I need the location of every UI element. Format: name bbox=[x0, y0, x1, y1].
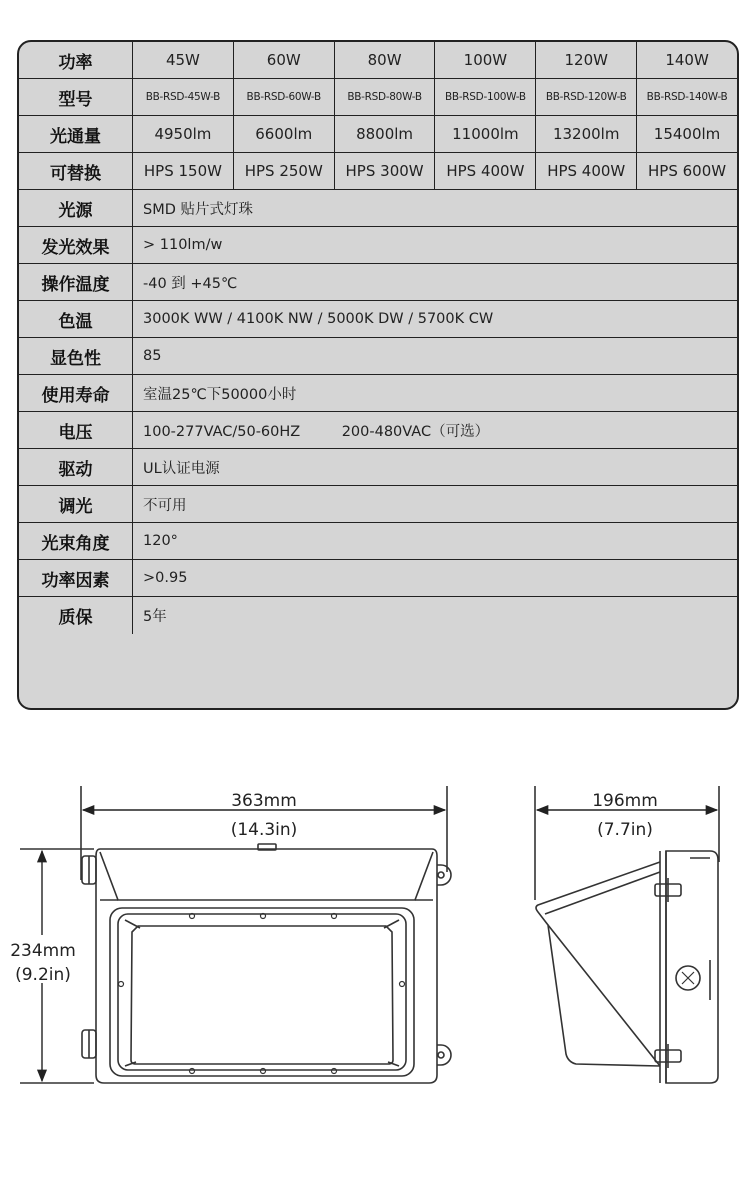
power-cell: 45W bbox=[133, 42, 234, 78]
row-label: 功率 bbox=[19, 42, 133, 78]
row-value: 室温25℃下50000小时 bbox=[143, 386, 297, 403]
row-label: 光源 bbox=[19, 190, 133, 226]
model-cell: BB-RSD-80W-B bbox=[335, 79, 436, 115]
replace-cell: HPS 600W bbox=[648, 162, 727, 180]
row-value: >0.95 bbox=[143, 570, 188, 586]
replace-cell: HPS 150W bbox=[133, 153, 234, 189]
model-cell: BB-RSD-60W-B bbox=[234, 79, 335, 115]
power-cell: 120W bbox=[536, 42, 637, 78]
row-value: UL认证电源 bbox=[143, 460, 220, 477]
model-cell: BB-RSD-45W-B bbox=[133, 79, 234, 115]
row-label: 操作温度 bbox=[19, 264, 133, 300]
flux-cell: 15400lm bbox=[653, 125, 721, 143]
row-label: 型号 bbox=[19, 79, 133, 115]
row-light-source bbox=[19, 190, 737, 227]
row-value: > 110lm/w bbox=[143, 237, 223, 253]
flux-cell: 11000lm bbox=[435, 116, 536, 152]
flux-cell: 6600lm bbox=[234, 116, 335, 152]
row-power-factor bbox=[19, 560, 737, 597]
front-width-in: (14.3in) bbox=[230, 820, 298, 840]
row-value: SMD 贴片式灯珠 bbox=[143, 201, 253, 218]
row-beam-angle bbox=[19, 523, 737, 560]
row-operating-temp bbox=[19, 264, 737, 301]
row-value: 85 bbox=[143, 348, 162, 364]
replace-cell: HPS 400W bbox=[536, 153, 637, 189]
front-width-mm: 363mm bbox=[231, 791, 297, 811]
row-value: 不可用 bbox=[143, 497, 187, 514]
row-lifespan bbox=[19, 375, 737, 412]
row-label: 光束角度 bbox=[19, 523, 133, 559]
row-replace bbox=[19, 153, 737, 190]
row-label: 功率因素 bbox=[19, 560, 133, 596]
row-value: 100-277VAC/50-60HZ 200-480VAC（可选） bbox=[143, 423, 490, 440]
replace-cell: HPS 300W bbox=[335, 153, 436, 189]
row-value: 3000K WW / 4100K NW / 5000K DW / 5700K CW bbox=[143, 311, 494, 327]
model-cell: BB-RSD-140W-B bbox=[646, 91, 728, 103]
model-cell: BB-RSD-120W-B bbox=[536, 79, 637, 115]
power-cell: 80W bbox=[335, 42, 436, 78]
row-warranty bbox=[19, 597, 737, 634]
side-depth-in: (7.7in) bbox=[597, 820, 653, 840]
row-model bbox=[19, 79, 737, 116]
row-label: 色温 bbox=[19, 301, 133, 337]
flux-cell: 8800lm bbox=[335, 116, 436, 152]
flux-cell: 13200lm bbox=[536, 116, 637, 152]
row-label: 光通量 bbox=[19, 116, 133, 152]
replace-cell: HPS 250W bbox=[234, 153, 335, 189]
side-depth-mm: 196mm bbox=[592, 791, 658, 811]
power-cell: 60W bbox=[234, 42, 335, 78]
row-label: 质保 bbox=[19, 597, 133, 634]
row-label: 驱动 bbox=[19, 449, 133, 485]
row-color-temp bbox=[19, 301, 737, 338]
row-label: 调光 bbox=[19, 486, 133, 522]
row-label: 显色性 bbox=[19, 338, 133, 374]
model-cell: BB-RSD-100W-B bbox=[435, 79, 536, 115]
row-value: 5年 bbox=[143, 609, 167, 625]
row-efficacy bbox=[19, 227, 737, 264]
row-flux bbox=[19, 116, 737, 153]
row-label: 电压 bbox=[19, 412, 133, 448]
row-value: 120° bbox=[143, 533, 178, 549]
row-power bbox=[19, 42, 737, 79]
front-height-mm: 234mm bbox=[10, 941, 76, 961]
spec-table bbox=[17, 40, 739, 710]
front-height-in: (9.2in) bbox=[15, 965, 71, 985]
row-voltage bbox=[19, 412, 737, 449]
row-label: 发光效果 bbox=[19, 227, 133, 263]
row-driver bbox=[19, 449, 737, 486]
replace-cell: HPS 400W bbox=[435, 153, 536, 189]
row-dimming bbox=[19, 486, 737, 523]
row-label: 使用寿命 bbox=[19, 375, 133, 411]
dimension-drawings bbox=[0, 740, 750, 1120]
row-cri bbox=[19, 338, 737, 375]
power-cell: 100W bbox=[435, 42, 536, 78]
row-label: 可替换 bbox=[19, 153, 133, 189]
flux-cell: 4950lm bbox=[133, 116, 234, 152]
row-value: -40 到 +45℃ bbox=[143, 275, 238, 292]
power-cell: 140W bbox=[665, 51, 709, 69]
